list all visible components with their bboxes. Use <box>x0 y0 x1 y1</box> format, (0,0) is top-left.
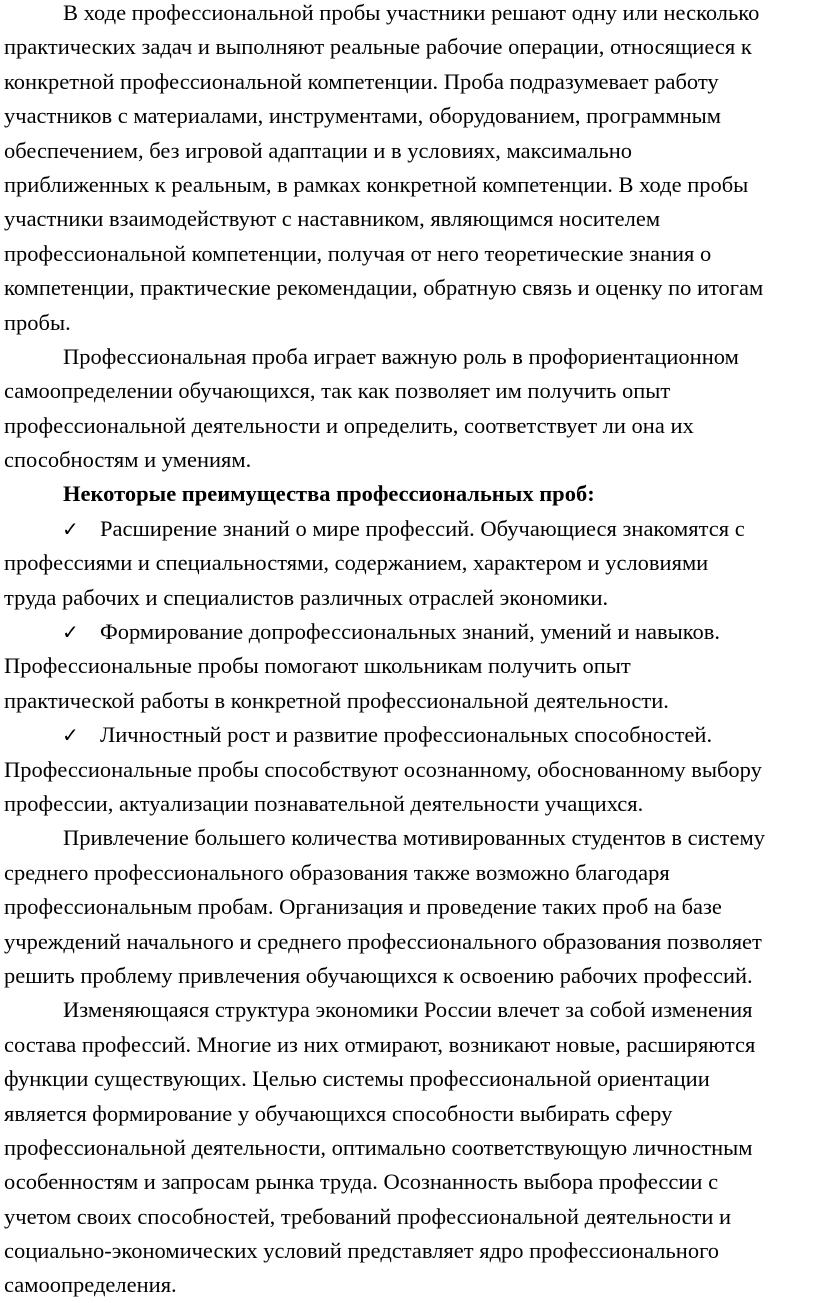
check-icon: ✓ <box>62 723 79 748</box>
bullet-text: Формирование допрофессиональных знаний, умений и навыков. <box>100 619 721 645</box>
text-line: способностям и умениям. <box>4 447 252 473</box>
bullet-item <box>4 512 816 546</box>
text-line: профессиональной деятельности и определить, соответствует ли она их <box>4 412 694 438</box>
text-line: социально-экономических условий представляет ядро профессионального <box>4 1238 719 1264</box>
bullet-text: Личностный рост и развитие профессиональных способностей. <box>100 722 713 748</box>
bullet-text: Расширение знаний о мире профессий. Обучающиеся знакомятся с <box>100 515 745 541</box>
text-line: Профессиональные пробы помогают школьникам получить опыт <box>4 653 631 679</box>
text-line: состава профессий. Многие из них отмирают, возникают новые, расширяются <box>4 1031 756 1057</box>
text-line: профессиональной деятельности, оптимально соответствующую личностным <box>4 1134 753 1160</box>
text-line: функции существующих. Целью системы профессиональной ориентации <box>4 1066 710 1092</box>
text-line: приближенных к реальным, в рамках конкретной компетенции. В ходе пробы <box>4 171 749 197</box>
text-line: труда рабочих и специалистов различных отраслей экономики. <box>4 584 609 610</box>
text-line: профессии, актуализации познавательной деятельности учащихся. <box>4 790 644 816</box>
text-line: особенностям и запросам рынка труда. Осознанность выбора профессии с <box>4 1169 719 1195</box>
text-line: конкретной профессиональной компетенции. Проба подразумевает работу <box>4 68 719 94</box>
bullet-item <box>4 615 816 649</box>
text-line: Привлечение большего количества мотивированных студентов в систему <box>63 825 765 851</box>
text-line: участники взаимодействуют с наставником, являющимся носителем <box>4 206 661 232</box>
text-line: среднего профессионального образования также возможно благодаря <box>4 859 670 885</box>
check-icon: ✓ <box>62 516 79 541</box>
text-line: обеспечением, без игровой адаптации и в условиях, максимально <box>4 137 633 163</box>
text-line: профессиями и специальностями, содержанием, характером и условиями <box>4 550 709 576</box>
text-line: Изменяющаяся структура экономики России влечет за собой изменения <box>63 997 753 1023</box>
text-line: компетенции, практические рекомендации, обратную связь и оценку по итогам <box>4 275 764 301</box>
text-line: учетом своих способностей, требований профессиональной деятельности и <box>4 1203 732 1229</box>
check-icon: ✓ <box>62 620 79 645</box>
text-line: является формирование у обучающихся способности выбирать сферу <box>4 1100 673 1126</box>
text-line: пробы. <box>4 309 71 335</box>
section-heading: Некоторые преимущества профессиональных проб: <box>63 481 595 507</box>
text-line: практических задач и выполняют реальные рабочие операции, относящиеся к <box>4 34 752 60</box>
text-line: самоопределении обучающихся, так как позволяет им получить опыт <box>4 378 671 404</box>
text-line: Профессиональная проба играет важную роль в профориентационном <box>63 343 739 369</box>
text-line: решить проблему привлечения обучающихся к освоению рабочих профессий. <box>4 962 753 988</box>
bullet-item <box>4 718 816 752</box>
text-line: практической работы в конкретной профессиональной деятельности. <box>4 687 669 713</box>
text-line: участников с материалами, инструментами, оборудованием, программным <box>4 103 722 129</box>
text-line: учреждений начального и среднего профессионального образования позволяет <box>4 928 762 954</box>
text-line: профессиональной компетенции, получая от него теоретические знания о <box>4 240 712 266</box>
text-line: самоопределения. <box>4 1272 177 1298</box>
text-line: Профессиональные пробы способствуют осознанному, обоснованному выбору <box>4 756 762 782</box>
text-line: В ходе профессиональной пробы участники решают одну или несколько <box>63 0 760 25</box>
text-line: профессиональным пробам. Организация и проведение таких проб на базе <box>4 894 722 920</box>
